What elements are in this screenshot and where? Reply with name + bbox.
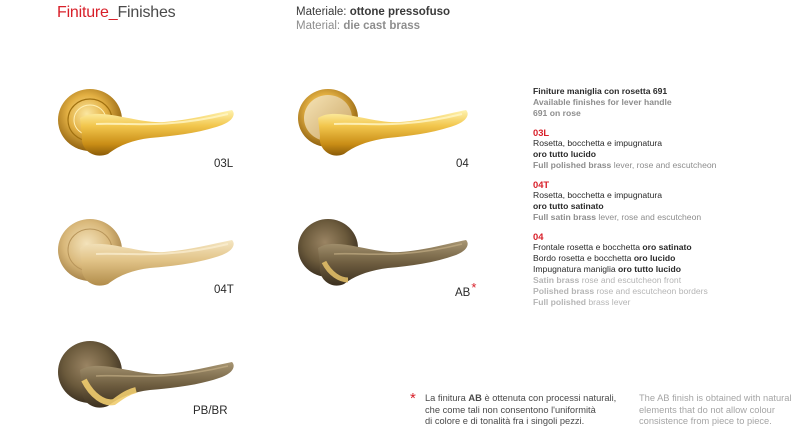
material-info xyxy=(296,5,450,33)
panel-code-03l: 03L xyxy=(533,127,550,138)
finish-label-ab: AB* xyxy=(455,280,477,299)
note-asterisk: * xyxy=(410,390,416,407)
panel-03l-line3: Full polished brass lever, rose and escutcheon xyxy=(533,160,717,170)
finish-label-04t: 04T xyxy=(214,284,234,296)
panel-code-04: 04 xyxy=(533,231,544,242)
finish-label-04: 04 xyxy=(456,158,469,170)
finish-label-03l: 03L xyxy=(214,158,234,170)
handle-image-03l xyxy=(52,88,242,163)
panel-heading-english-1: Available finishes for lever handle xyxy=(533,97,672,107)
handle-image-04 xyxy=(294,88,474,163)
panel-04t-line1: Rosetta, bocchetta e impugnatura xyxy=(533,190,662,200)
note-english: The AB finish is obtained with natural elements that do not allow colour consistence from piece to piece. xyxy=(639,393,792,426)
panel-04-line6: Full polished brass lever xyxy=(533,297,631,307)
panel-04-line5: Polished brass rose and escutcheon borders xyxy=(533,286,708,296)
handle-image-04t xyxy=(52,218,242,293)
panel-03l-line1: Rosetta, bocchetta e impugnatura xyxy=(533,138,662,148)
panel-04-line4: Satin brass rose and escutcheon front xyxy=(533,275,682,285)
panel-04-line2: Bordo rosetta e bocchetta oro lucido xyxy=(533,253,676,263)
handle-image-ab xyxy=(294,218,474,293)
finish-label-pb-br: PB/BR xyxy=(193,405,228,417)
panel-04t-line2: oro tutto satinato xyxy=(533,201,604,211)
finishes-info-panel xyxy=(533,86,793,308)
panel-04t-line3: Full satin brass lever, rose and escutcheon xyxy=(533,212,702,222)
page-title xyxy=(57,4,175,22)
panel-code-04t: 04T xyxy=(533,179,550,190)
handle-image-pb-br xyxy=(52,340,242,415)
note-italian: La finitura AB è ottenuta con processi naturali, che come tali non consentono l'uniformità di colore e di tonalità fra i singoli pezzi. xyxy=(425,393,617,426)
material-italian: Materiale: ottone pressofuso xyxy=(296,6,451,18)
title-english: Finishes xyxy=(117,4,176,21)
title-italian: Finiture xyxy=(57,4,109,21)
panel-04-line3: Impugnatura maniglia oro tutto lucido xyxy=(533,264,682,274)
material-english: Material: die cast brass xyxy=(296,20,421,32)
panel-04-line1: Frontale rosetta e bocchetta oro satinato xyxy=(533,242,692,252)
panel-03l-line2: oro tutto lucido xyxy=(533,149,597,159)
title-separator: _ xyxy=(108,4,118,21)
panel-heading-english-2: 691 on rose xyxy=(533,108,581,118)
panel-heading-italian: Finiture maniglia con rosetta 691 xyxy=(533,86,668,96)
